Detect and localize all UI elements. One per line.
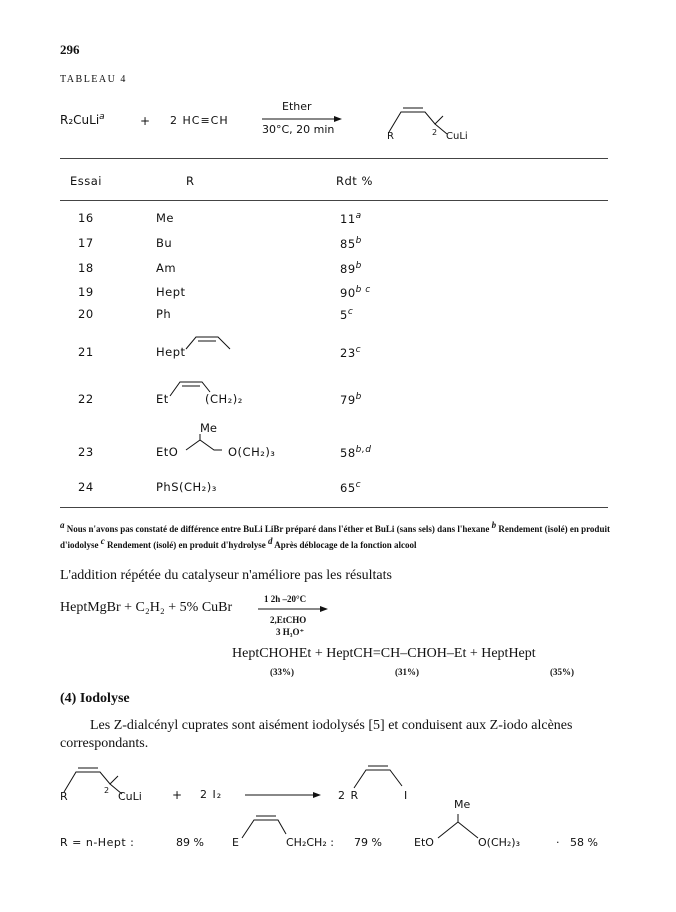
reactant-cuprate: R₂CuLi$^a$ (60, 112, 105, 127)
rdt-cell: 58$^{b,d}$ (340, 445, 372, 460)
r-cell: EtO (156, 445, 179, 459)
r-cell: Ph (156, 307, 172, 321)
header-rdt: Rdt % (336, 174, 373, 188)
reaction-arrow (245, 791, 321, 801)
essai-cell: 23 (78, 445, 94, 459)
results-separator: · (556, 836, 560, 849)
yield-label: (31%) (395, 667, 419, 677)
condition-solvent: Ether (282, 100, 312, 113)
equation-arrow (258, 605, 328, 615)
essai-cell: 22 (78, 392, 94, 406)
results-label: R = n-Hept : (60, 836, 135, 849)
table-row (0, 261, 676, 281)
equation-lhs: HeptMgBr + C₂H₂ + 5% CuBr (60, 600, 233, 615)
r-cell: Me (156, 211, 174, 225)
rdt-cell: 79$^b$ (340, 392, 362, 407)
essai-cell: 21 (78, 345, 94, 359)
table-footnotes: $^a$ Nous n'avons pas constaté de différence entre BuLi LiBr préparé dans l'éther et BuLi (sans sels) dans l'hexane $^b$ Rendement (isolé) en produit d'iodolyse $^c$ Rendement (isolé) en produit d'hydrolyse $^d$ Après déblocage de la fonction alcool (60, 520, 610, 550)
product-stoich: 2 (432, 128, 438, 137)
rdt-cell: 65$^c$ (340, 480, 362, 495)
table-row (0, 345, 676, 365)
scheme2-plus: + (172, 788, 183, 802)
essai-cell: 19 (78, 285, 94, 299)
rdt-cell: 11$^a$ (340, 211, 362, 226)
table-header-rule (60, 200, 608, 201)
results-eto: EtO (414, 836, 434, 849)
results-e: E (232, 836, 239, 849)
table-row (0, 480, 676, 500)
r-cell: Et (156, 392, 169, 406)
ether-chain-structure (438, 816, 480, 840)
header-essai: Essai (70, 174, 102, 188)
table-row (0, 445, 676, 465)
table-row (0, 211, 676, 231)
table-bottom-rule (60, 507, 608, 508)
alkene-bond-structure (186, 333, 246, 353)
rdt-cell: 23$^c$ (340, 345, 362, 360)
scheme2-stoich: 2 (104, 786, 110, 795)
results-och: O(CH₂)₃ (478, 836, 521, 849)
scheme2-iodine: 2 I₂ (200, 788, 223, 801)
scheme2-iodo: I (404, 789, 408, 802)
r-cell: PhS(CH₂)₃ (156, 480, 217, 494)
scheme2-product: 2 R (338, 789, 360, 802)
ether-chain-structure (186, 434, 226, 458)
product-culi: CuLi (446, 131, 468, 142)
table-row (0, 236, 676, 256)
table-header-row (0, 174, 676, 194)
essai-cell: 18 (78, 261, 94, 275)
product-r-label: R (387, 131, 394, 142)
r-cell-suffix: O(CH₂)₃ (228, 445, 276, 459)
iodoalkene-structure (352, 762, 422, 792)
rdt-cell: $90^{b c}$ (340, 285, 371, 300)
r-cell: Bu (156, 236, 173, 250)
essai-cell: 16 (78, 211, 94, 225)
scheme2-r: R (60, 790, 68, 803)
yield-value: 79 % (354, 836, 382, 849)
table-row (0, 285, 676, 305)
table-row (0, 307, 676, 327)
essai-cell: 17 (78, 236, 94, 250)
body-paragraph: L'addition répétée du catalyseur n'améliore pas les résultats (60, 568, 392, 583)
rdt-cell: 85$^b$ (340, 236, 362, 251)
methyl-label: Me (454, 798, 471, 811)
yield-label: (33%) (270, 667, 294, 677)
r-cell: Hept (156, 345, 186, 359)
body-paragraph: Les Z-dialcényl cuprates sont aisément iodolysés [5] et conduisent aux Z-iodo alcènes correspondants. (60, 718, 573, 751)
r-cell: Am (156, 261, 177, 275)
essai-cell: 20 (78, 307, 94, 321)
equation-step-3: 3 H₃O⁺ (276, 627, 305, 637)
r-cell-suffix: (CH₂)₂ (205, 392, 243, 406)
section-title: (4) Iodolyse (60, 691, 130, 706)
table-label: TABLEAU 4 (60, 74, 127, 85)
page-number: 296 (60, 42, 80, 57)
r-cell: Hept (156, 285, 186, 299)
equation-step-2: 2,EtCHO (270, 615, 307, 625)
yield-label: (35%) (550, 667, 574, 677)
rdt-cell: 5$^c$ (340, 307, 354, 322)
header-r: R (186, 174, 195, 188)
results-chain: CH₂CH₂ : (286, 836, 334, 849)
scheme2-culi: CuLi (118, 790, 142, 803)
table-row (0, 392, 676, 412)
methyl-label: Me (200, 421, 217, 435)
reactant-acetylene: 2 HC≡CH (170, 114, 229, 127)
equation-step-1: 1 2h –20°C (264, 594, 307, 604)
yield-value: 58 % (570, 836, 598, 849)
alkene-bond-structure (168, 378, 228, 402)
plus-sign: + (140, 114, 151, 128)
essai-cell: 24 (78, 480, 94, 494)
yield-value: 89 % (176, 836, 204, 849)
condition-temp-time: 30°C, 20 min (262, 123, 335, 136)
rdt-cell: 89$^b$ (340, 261, 362, 276)
equation-products: HeptCHOHEt + HeptCH=CH–CHOH–Et + HeptHept (232, 646, 536, 661)
table-top-rule (60, 158, 608, 159)
